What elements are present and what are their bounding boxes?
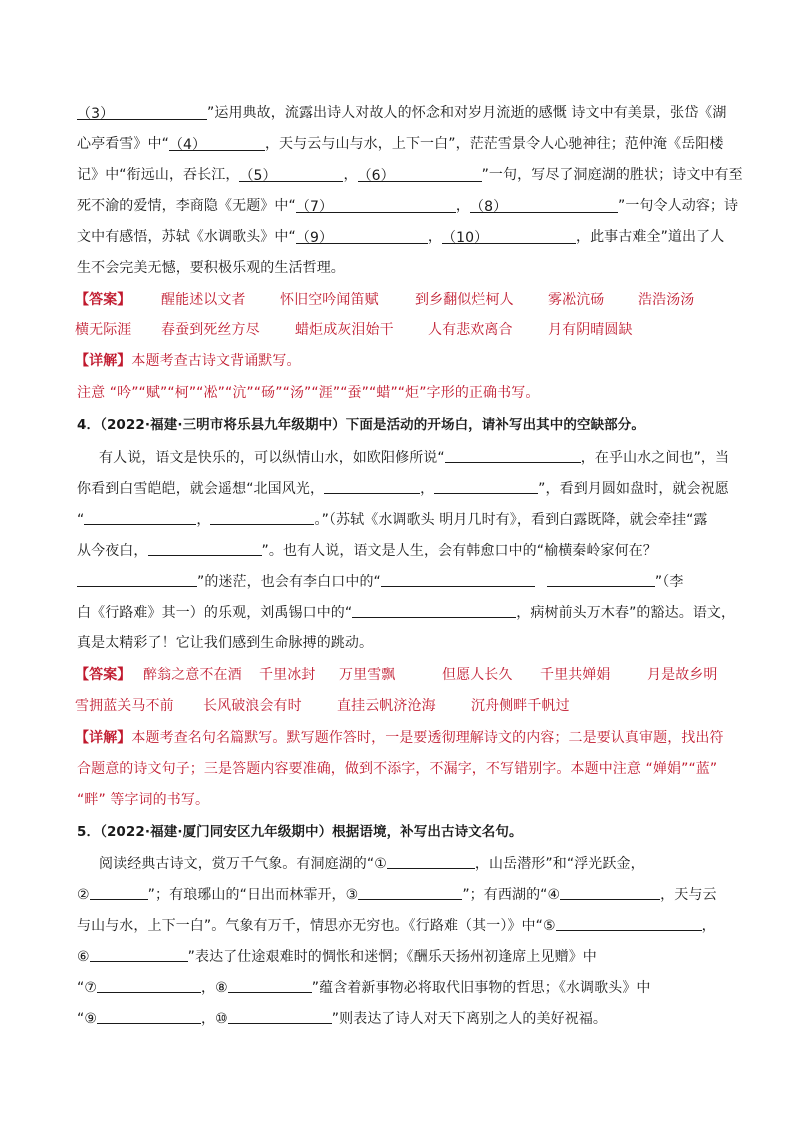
q5-line-3: 与山与水，上下一白”。气象有万千，情思亦无穷也。《行路难（其一）》中“⑤ ， bbox=[77, 915, 716, 936]
q5-blank-5 bbox=[556, 915, 702, 931]
blank-6: （6） bbox=[358, 166, 482, 182]
blank-7: （7） bbox=[296, 197, 456, 213]
blank-9: （9） bbox=[296, 228, 428, 244]
q5-blank-10 bbox=[228, 1008, 332, 1024]
q4-blank-6 bbox=[148, 540, 262, 556]
q4-blank-7 bbox=[77, 571, 197, 587]
q4-blank-2 bbox=[324, 478, 420, 494]
answer-tag: 【答案】 bbox=[75, 292, 132, 308]
q4-answer: 直挂云帆济沧海 bbox=[337, 698, 436, 714]
q5-line-1: 阅读经典古诗文，赏万千气象。有洞庭湖的“① ，山岳潜形”和“浮光跃金， bbox=[99, 853, 645, 874]
q5-line-6: “⑨ ，⑩ ”则表达了诗人对天下离别之人的美好祝福。 bbox=[77, 1008, 607, 1029]
q3-answers-row-1 bbox=[75, 290, 715, 310]
q4-line-4: 从今夜白， ”。也有人说，语文是人生，会有韩愈口中的“榆横秦岭家何在？ bbox=[77, 540, 657, 561]
q5-blank-9 bbox=[97, 1008, 201, 1024]
q4-line-1: 有人说，语文是快乐的，可以纵情山水，如欧阳修所说“ ，在乎山水之间也”，当 bbox=[99, 447, 729, 468]
q3-line-3: 记》中“衔远山，吞长江，（5） ，（6） ”一句，写尽了洞庭湖的胜状；诗文中有至 bbox=[77, 167, 743, 184]
q3-line-1: （3） ”运用典故，流露出诗人对故人的怀念和对岁月流逝的感慨 诗文中有美景，张岱《湖 bbox=[77, 105, 727, 122]
q4-blank-10 bbox=[352, 602, 516, 618]
q4-answer: 月是故乡明 bbox=[647, 667, 718, 683]
q4-line-7: 真是太精彩了！它让我们感到生命脉搏的跳动。 bbox=[77, 635, 374, 651]
blank-8: （8） bbox=[470, 197, 618, 213]
q4-answers-row-2 bbox=[75, 696, 725, 716]
q5-title: 5．（2022·福建·厦门同安区九年级期中）根据语境，补写出古诗文名句。 bbox=[77, 824, 523, 840]
q3-line-5: 文中有感悟，苏轼《水调歌头》中“（9） ，（10） ，此事古难全”道出了人 bbox=[77, 229, 725, 246]
q5-blank-1 bbox=[387, 853, 475, 869]
q3-answer: 怀旧空吟闻笛赋 bbox=[280, 292, 379, 308]
q4-line-6: 白《行路难》其一）的乐观，刘禹锡口中的“ ，病树前头万木春”的豁达。语文， bbox=[77, 602, 735, 623]
q4-answer: 但愿人长久 bbox=[442, 667, 513, 683]
q4-line-3: “ ， 。”（苏轼《水调歌头 明月几时有》，看到白露既降，就会牵挂“露 bbox=[77, 509, 708, 530]
q5-line-2: ② ”；有琅琊山的“日出而林霏开，③ ”；有西湖的“④ ，天与云 bbox=[77, 884, 717, 905]
q4-blank-8 bbox=[381, 571, 535, 587]
q3-answer: 春蚕到死丝方尽 bbox=[161, 322, 260, 338]
blank-10: （10） bbox=[442, 228, 576, 244]
q5-blank-2 bbox=[90, 884, 148, 900]
q4-answer: 万里雪飘 bbox=[339, 667, 396, 683]
q5-line-4: ⑥ ”表达了仕途艰难时的惆怅和迷惘；《酬乐天扬州初逢席上见赠》中 bbox=[77, 946, 597, 967]
q3-line-6: 生不会完美无憾，要积极乐观的生活哲理。 bbox=[77, 260, 345, 276]
q5-blank-3 bbox=[358, 884, 462, 900]
blank-4: （4） bbox=[169, 135, 265, 151]
q4-answer: 长风破浪会有时 bbox=[203, 698, 302, 714]
q4-blank-1 bbox=[445, 447, 581, 463]
q4-blank-9 bbox=[547, 571, 655, 587]
q3-line-4: 死不渝的爱情，李商隐《无题》中“（7） ，（8） ”一句令人动容；诗 bbox=[77, 198, 739, 215]
q3-answer: 醒能述以文者 bbox=[161, 292, 246, 308]
q3-answer: 横无际涯 bbox=[75, 322, 132, 338]
q4-answer: 雪拥蓝关马不前 bbox=[75, 698, 174, 714]
q4-detail-3: “畔” 等字词的书写。 bbox=[77, 792, 210, 808]
q3-answer: 蜡炬成灰泪始干 bbox=[295, 322, 394, 338]
q5-line-5: “⑦ ，⑧ ”蕴含着新事物必将取代旧事物的哲思；《水调歌头》中 bbox=[77, 977, 651, 998]
q4-detail-1: 【详解】本题考查名句名篇默写。默写题作答时，一是要透彻理解诗文的内容；二是要认真审题，找出符 bbox=[75, 730, 724, 746]
q3-answer: 浩浩汤汤 bbox=[638, 292, 695, 308]
q3-answer: 雾凇沆砀 bbox=[548, 292, 605, 308]
q3-answer: 人有悲欢离合 bbox=[428, 322, 513, 338]
q3-detail: 【详解】本题考查古诗文背诵默写。 bbox=[75, 353, 301, 369]
q4-line-2: 你看到白雪皑皑，就会遥想“北国风光， ， ”，看到月圆如盘时，就会祝愿 bbox=[77, 478, 729, 499]
blank-3: （3） bbox=[77, 104, 207, 120]
q3-answer: 月有阴晴圆缺 bbox=[548, 322, 633, 338]
q5-blank-8 bbox=[228, 977, 312, 993]
q4-blank-4 bbox=[84, 509, 196, 525]
q3-answers-row-2 bbox=[75, 320, 715, 340]
q3-answer: 到乡翻似烂柯人 bbox=[415, 292, 514, 308]
q4-blank-5 bbox=[210, 509, 314, 525]
q4-detail-2: 合题意的诗文句子；三是答题内容要准确，做到不添字，不漏字，不写错别字。本题中注意 “婵娟”“蓝” bbox=[77, 761, 718, 777]
q4-answer: 沉舟侧畔千帆过 bbox=[471, 698, 570, 714]
q4-answer: 千里共婵娟 bbox=[540, 667, 611, 683]
q3-line-2: 心亭看雪》中“（4） ，天与云与山与水，上下一白”，茫茫雪景令人心驰神往；范仲淹《岳阳楼 bbox=[77, 136, 724, 153]
q5-blank-7 bbox=[97, 977, 201, 993]
q4-blank-3 bbox=[434, 478, 538, 494]
q4-line-5: ”的迷茫，也会有李白口中的“ ”（李 bbox=[77, 571, 683, 592]
q4-answer: 千里冰封 bbox=[259, 667, 316, 683]
q5-blank-6 bbox=[90, 946, 188, 962]
blank-5: （5） bbox=[239, 166, 343, 182]
q4-answers-row-1: 【答案】 醉翁之意不在酒 千里冰封 万里雪飘 但愿人长久 千里共婵娟 月是故乡明 bbox=[75, 667, 718, 683]
q4-title: 4．（2022·福建·三明市将乐县九年级期中）下面是活动的开场白，请补写出其中的空缺部分。 bbox=[77, 417, 645, 433]
q3-note: 注意 “吟”“赋”“柯”“凇”“沆”“砀”“汤”“涯”“蚕”“蜡”“炬”字形的正确书写。 bbox=[77, 385, 540, 401]
q5-blank-4 bbox=[560, 884, 660, 900]
q4-answer: 醉翁之意不在酒 bbox=[143, 667, 242, 683]
